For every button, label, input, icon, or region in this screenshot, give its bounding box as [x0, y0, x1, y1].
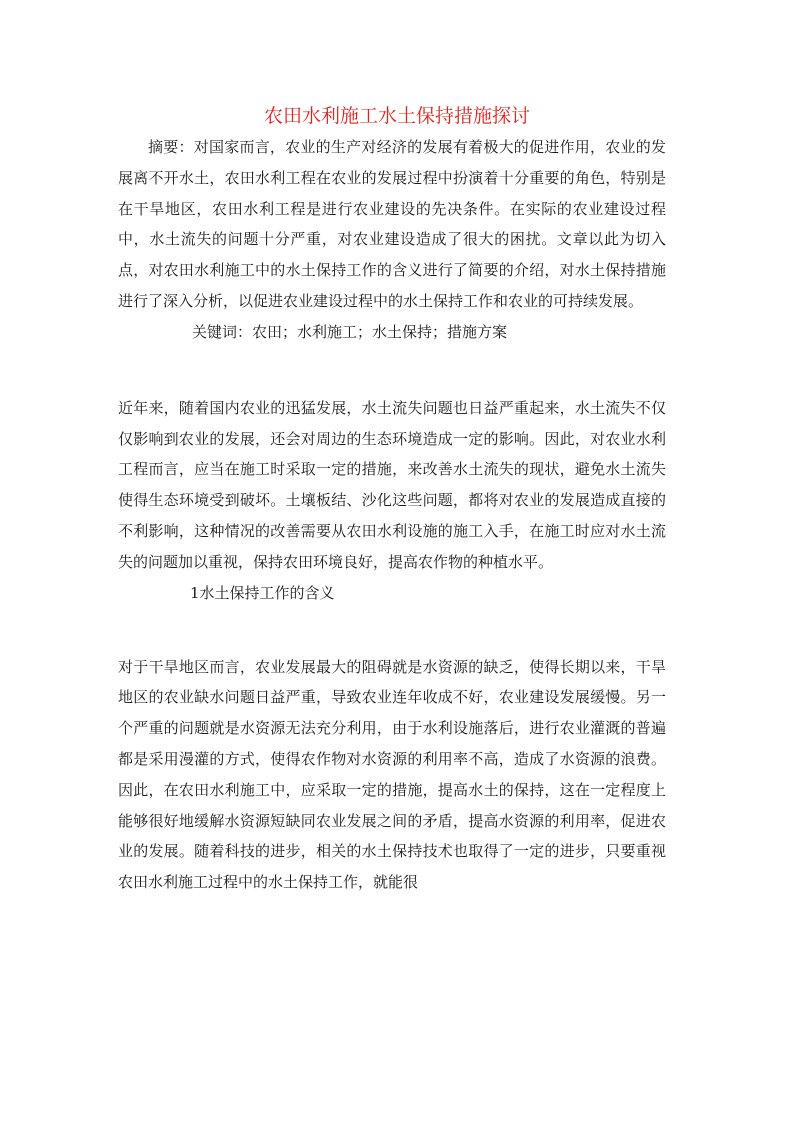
abstract-paragraph: 摘要：对国家而言，农业的生产对经济的发展有着极大的促进作用，农业的发展离不开水土，农田水利工程在农业的发展过程中扮演着十分重要的角色，特别是在干旱地区，农田水利工程是进行农业建设的先决条件。在实际的农业建设过程中，水土流失的问题十分严重，对农业建设造成了很大的困扰。文章以此为切入点，对农田水利施工中的水土保持工作的含义进行了简要的介绍，对水土保持措施进行了深入分析，以促进农业建设过程中的水土保持工作和农业的可持续发展。 — [118, 138, 666, 310]
spacer — [118, 608, 666, 652]
section-1-paragraph: 对于干旱地区而言，农业发展最大的阻碍就是水资源的缺乏，使得长期以来，干旱地区的农业缺水问题日益严重，导致农业连年收成不好，农业建设发展缓慢。另一个严重的问题就是水资源无法充分利用，由于水利设施落后，进行农业灌溉的普遍都是采用漫灌的方式，使得农作物对水资源的利用率不高，造成了水资源的浪费。因此，在农田水利施工中，应采取一定的措施，提高水土的保持，这在一定程度上能够很好地缓解水资源短缺同农业发展之间的矛盾，提高水资源的利用率，促进农业的发展。随着科技的进步，相关的水土保持技术也取得了一定的进步，只要重视农田水利施工过程中的水土保持工作，就能很 — [118, 657, 666, 892]
keywords-line: 关键词：农田；水利施工；水土保持；措施方案 — [192, 322, 508, 341]
document-page — [118, 100, 666, 898]
spacer — [118, 347, 666, 393]
document-title: 农田水利施工水土保持措施探讨 — [263, 105, 530, 127]
intro-paragraph: 近年来，随着国内农业的迅猛发展，水土流失问题也日益严重起来，水土流失不仅仅影响到农业的发展，还会对周边的生态环境造成一定的影响。因此，对农业水利工程而言，应当在施工时采取一定的措施，来改善水土流失的现状，避免水土流失使得生态环境受到破坏。土壤板结、沙化这些问题，都将对农业的发展造成直接的不利影响，这种情况的改善需要从农田水利设施的施工入手，在施工时应对水土流失的问题加以重视，保持农田环境良好，提高农作物的种植水平。 — [118, 398, 666, 571]
section-1-heading: 1水土保持工作的含义 — [190, 583, 335, 602]
